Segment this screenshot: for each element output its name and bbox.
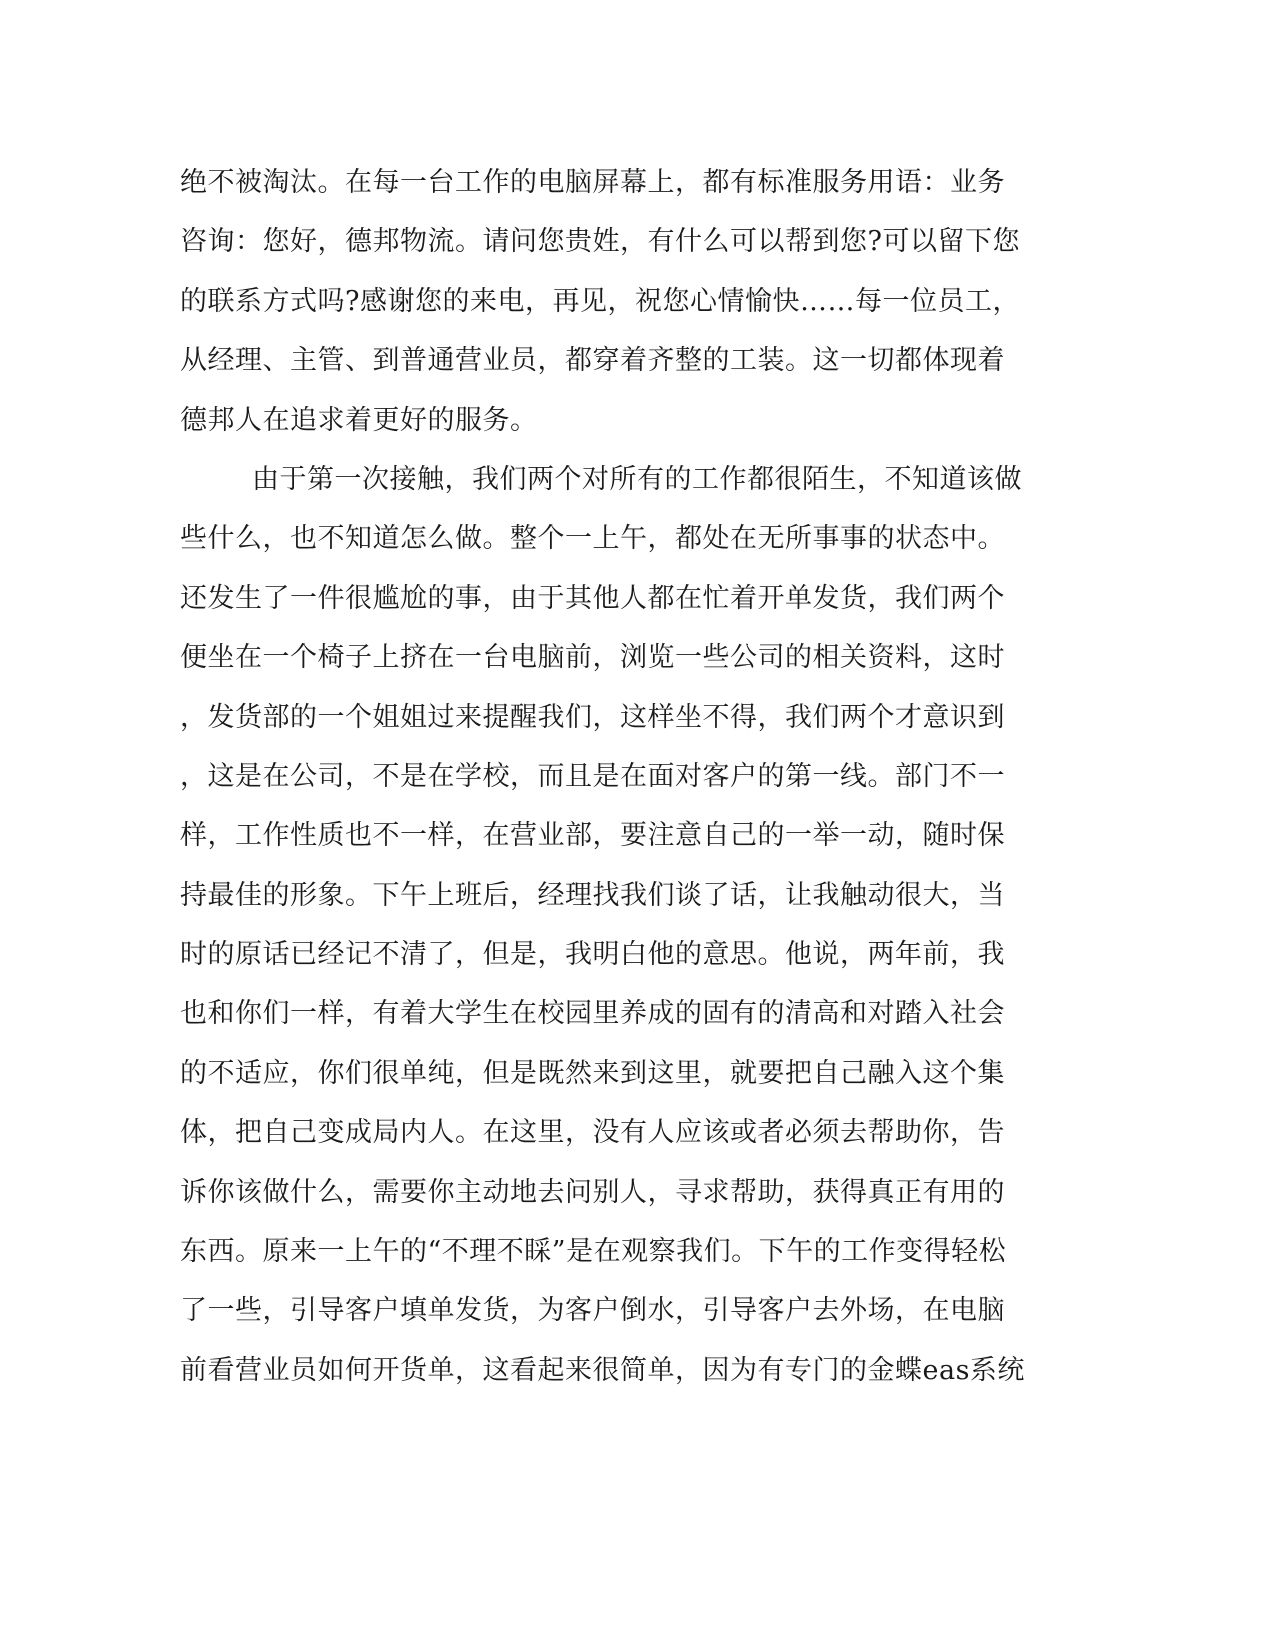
text-line: 持最佳的形象。下午上班后，经理找我们谈了话，让我触动很大，当 [180,879,1005,911]
body-text [180,153,1040,1400]
text-line: 样，工作性质也不一样，在营业部，要注意自己的一举一动，随时保 [180,820,1005,852]
text-line: 了一些，引导客户填单发货，为客户倒水，引导客户去外场，在电脑 [180,1295,1005,1327]
text-line: 便坐在一个椅子上挤在一台电脑前，浏览一些公司的相关资料，这时 [180,642,1005,674]
text-line: 咨询：您好，德邦物流。请问您贵姓，有什么可以帮到您?可以留下您 [180,226,1020,258]
text-line: 从经理、主管、到普通营业员，都穿着齐整的工装。这一切都体现着 [180,345,1005,377]
text-line: ，这是在公司，不是在学校，而且是在面对客户的第一线。部门不一 [180,760,1005,792]
text-line: 德邦人在追求着更好的服务。 [180,404,538,436]
text-line: 绝不被淘汰。在每一台工作的电脑屏幕上，都有标准服务用语：业务 [180,167,1005,198]
text-line: 也和你们一样，有着大学生在校园里养成的固有的清高和对踏入社会 [180,998,1005,1030]
text-line: ，发货部的一个姐姐过来提醒我们，这样坐不得，我们两个才意识到 [180,701,1005,733]
text-line: 的不适应，你们很单纯，但是既然来到这里，就要把自己融入这个集 [180,1057,1005,1089]
text-line: 前看营业员如何开货单，这看起来很简单，因为有专门的金蝶eas系统 [180,1354,1025,1386]
text-line: 还发生了一件很尴尬的事，由于其他人都在忙着开单发货，我们两个 [180,582,1005,614]
text-line: 时的原话已经记不清了，但是，我明白他的意思。他说，两年前，我 [180,939,1005,971]
paragraph-first-line: 由于第一次接触，我们两个对所有的工作都很陌生，不知道该做 [252,463,1022,495]
text-line: 体，把自己变成局内人。在这里，没有人应该或者必须去帮助你，告 [180,1117,1005,1149]
text-line: 的联系方式吗?感谢您的来电，再见，祝您心情愉快……每一位员工， [180,285,1020,317]
text-line: 些什么，也不知道怎么做。整个一上午，都处在无所事事的状态中。 [180,523,1005,555]
text-line: 东西。原来一上午的“不理不睬”是在观察我们。下午的工作变得轻松 [180,1236,1007,1268]
text-line: 诉你该做什么，需要你主动地去问别人，寻求帮助，获得真正有用的 [180,1176,1005,1208]
